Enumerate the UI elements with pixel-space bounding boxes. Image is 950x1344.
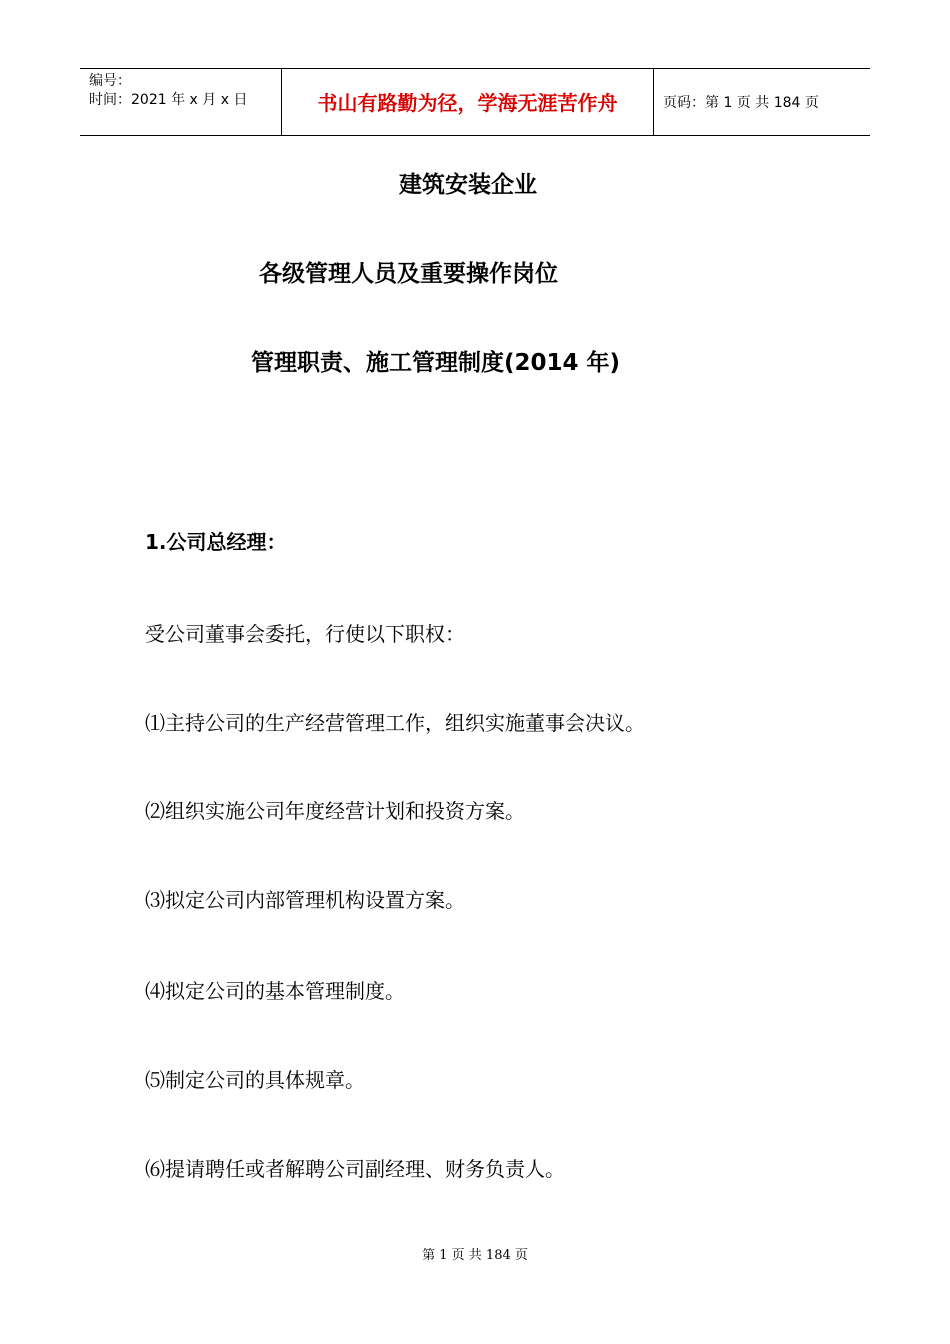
list-item: ⑴主持公司的生产经营管理工作，组织实施董事会决议。 [145,711,645,735]
header-meta-cell [80,69,281,135]
list-item: ⑵组织实施公司年度经营计划和投资方案。 [145,799,525,823]
list-item: ⑶拟定公司内部管理机构设置方案。 [145,888,465,912]
header-motto-cell [281,69,654,135]
header-page-info: 页码：第 1 页 共 184 页 [663,95,819,111]
header-page-cell [654,69,870,135]
document-date-label: 时间：2021 年 x 月 x 日 [89,92,248,108]
list-item: ⑹提请聘任或者解聘公司副经理、财务负责人。 [145,1157,565,1181]
section-intro: 受公司董事会委托，行使以下职权： [145,622,465,646]
motto-text: 书山有路勤为径，学海无涯苦作舟 [317,91,618,115]
title-line-2: 各级管理人员及重要操作岗位 [259,261,558,287]
section-heading: 1.公司总经理： [145,530,287,554]
page-footer: 第 1 页 共 184 页 [422,1248,528,1263]
title-line-1: 建筑安装企业 [399,172,537,198]
list-item: ⑷拟定公司的基本管理制度。 [145,979,405,1003]
document-header [80,68,870,136]
title-line-3: 管理职责、施工管理制度(2014 年) [251,350,621,376]
document-number-label: 编号： [89,73,131,89]
list-item: ⑸制定公司的具体规章。 [145,1068,365,1092]
